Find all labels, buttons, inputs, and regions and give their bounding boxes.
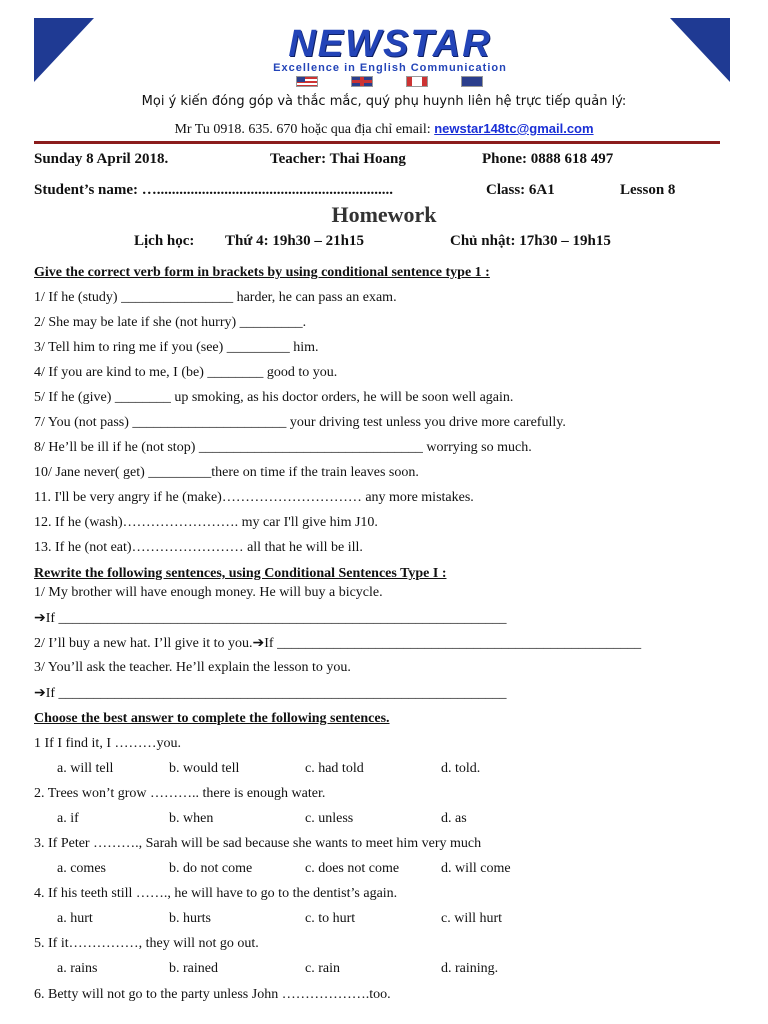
canada-flag-icon [406,76,428,87]
class: Class: 6A1 [486,182,555,198]
rewrite-line: ➔If ________________________________________________________________ [34,686,507,701]
schedule-label: Lịch học: [134,233,195,249]
exercise-item: 3/ Tell him to ring me if you (see) _________ him. [34,340,319,355]
exercise-item: 8/ He’ll be ill if he (not stop) ________________________________ worrying so much. [34,440,532,455]
header-banner [0,0,768,92]
option: a. comes [57,861,106,876]
exercise-item: 2/ She may be late if she (not hurry) _________. [34,315,307,330]
option: d. as [441,811,467,826]
exercise-item: 10/ Jane never( get) _________there on time if the train leaves soon. [34,465,419,480]
exercise-item: 1/ If he (study) ________________ harder, he can pass an exam. [34,290,397,305]
option: a. if [57,811,79,826]
us-flag-icon [296,76,318,87]
option: b. rained [169,961,218,976]
rewrite-line: 3/ You’ll ask the teacher. He’ll explain the lesson to you. [34,660,351,675]
schedule-wednesday: Thứ 4: 19h30 – 21h15 [225,233,365,249]
divider [34,141,720,144]
newstar-logo [220,23,560,74]
contact-line-1: Mọi ý kiến đóng góp và thắc mắc, quý phụ huynh liên hệ trực tiếp quản lý: [141,94,627,109]
option: c. to hurt [305,911,356,926]
question: 6. Betty will not go to the party unless John ……………….too. [34,987,391,1002]
question: 1 If I find it, I ………you. [34,736,181,751]
contact-line-2 [0,121,768,138]
rewrite-line: 2/ I’ll buy a new hat. I’ll give it to you.➔If ____________________________________________________ [34,636,642,651]
option: d. will come [441,861,511,876]
option: a. hurt [57,911,93,926]
australia-flag-icon [461,76,483,87]
option: d. raining. [441,961,499,976]
option: a. will tell [57,761,114,776]
exercise-item: 13. If he (not eat)…………………… all that he will be ill. [34,540,363,555]
question: 2. Trees won’t grow ……….. there is enough water. [34,786,326,801]
date: Sunday 8 April 2018. [34,151,169,167]
option: b. hurts [169,911,211,926]
exercise-item: 12. If he (wash)……………………. my car I'll give him J10. [34,515,378,530]
question: 3. If Peter ………., Sarah will be sad because she wants to meet him very much [34,836,482,851]
question: 5. If it……………, they will not go out. [34,936,259,951]
exercise-item: 7/ You (not pass) ______________________ your driving test unless you drive more carefully. [34,415,566,430]
rewrite-line: 1/ My brother will have enough money. He will buy a bicycle. [34,585,383,600]
section3-heading: Choose the best answer to complete the following sentences. [34,711,390,726]
option: d. told. [441,761,481,776]
section1-heading: Give the correct verb form in brackets by using conditional sentence type 1 : [34,265,490,280]
flags-row [296,76,483,87]
option: c. unless [305,811,354,826]
phone: Phone: 0888 618 497 [482,151,614,167]
logo-tagline: Excellence in English Communication [273,62,507,74]
exercise-item: 5/ If he (give) ________ up smoking, as his doctor orders, he will be soon well again. [34,390,514,405]
exercise-item: 11. I'll be very angry if he (make)………………………… any more mistakes. [34,490,474,505]
option: b. would tell [169,761,240,776]
left-corner-decoration [34,18,94,82]
exercise-item: 4/ If you are kind to me, I (be) ________ good to you. [34,365,338,380]
option: b. do not come [169,861,253,876]
page-title: Homework [331,202,437,227]
schedule-sunday: Chủ nhật: 17h30 – 19h15 [450,233,611,249]
section2-heading: Rewrite the following sentences, using Conditional Sentences Type I : [34,566,447,581]
option: c. had told [305,761,364,776]
email-link[interactable]: newstar148tc@gmail.com [434,121,594,136]
logo-text: NEWSTAR [288,23,492,65]
option: c. does not come [305,861,400,876]
teacher: Teacher: Thai Hoang [270,151,406,167]
question: 4. If his teeth still ……., he will have to go to the dentist’s again. [34,886,398,901]
rewrite-line: ➔If ________________________________________________________________ [34,611,507,626]
student-name: Student’s name: …............................................................... [34,182,394,198]
uk-flag-icon [351,76,373,87]
right-corner-decoration [670,18,730,82]
contact-phone-text: Mr Tu 0918. 635. 670 hoặc qua địa chỉ email: [174,122,435,137]
option: c. rain [305,961,340,976]
lesson: Lesson 8 [620,182,676,198]
option: b. when [169,811,214,826]
option: a. rains [57,961,98,976]
option: c. will hurt [441,911,503,926]
